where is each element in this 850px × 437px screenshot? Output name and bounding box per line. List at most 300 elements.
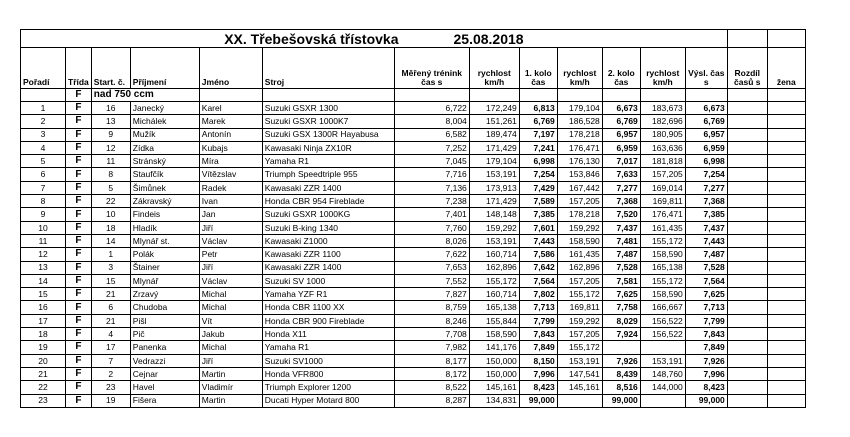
cell-r1: 179,104	[557, 102, 602, 115]
cell-rt: 153,191	[469, 234, 519, 247]
table-row	[21, 354, 806, 367]
cell-start: 4	[91, 328, 130, 341]
cell-start: 13	[91, 115, 130, 128]
cell-vysl: 7,564	[685, 274, 727, 287]
cell-trida: F	[66, 367, 92, 380]
cell-start: 18	[91, 221, 130, 234]
cell-k1: 7,843	[519, 328, 557, 341]
cell-k1: 6,813	[519, 102, 557, 115]
cell-stroj: Triumph Explorer 1200	[262, 381, 394, 394]
table-row	[21, 314, 806, 327]
table-row	[21, 155, 806, 168]
cell-k2: 6,957	[602, 128, 640, 141]
cell-k2: 7,528	[602, 261, 640, 274]
cell-rozdil	[727, 301, 767, 314]
cell-start: 16	[91, 102, 130, 115]
cell-r2: 153,191	[640, 354, 685, 367]
cell-stroj: Ducati Hyper Motard 800	[262, 394, 394, 407]
cell-k2: 7,625	[602, 288, 640, 301]
results-table	[20, 29, 806, 408]
cell-r1: 157,205	[557, 328, 602, 341]
cell-rozdil	[727, 208, 767, 221]
header-rychlost1: rychlost km/h	[557, 48, 602, 89]
cell-jmeno: Jan	[199, 208, 262, 221]
cell-jmeno: Michal	[199, 301, 262, 314]
cell-trenink: 8,522	[394, 381, 469, 394]
cell-trida: F	[66, 341, 92, 354]
cell-r1: 147,541	[557, 367, 602, 380]
header-rozdil: Rozdíl časů s	[727, 48, 767, 89]
cell-jmeno: Michal	[199, 341, 262, 354]
cell-rt: 150,000	[469, 354, 519, 367]
cell-r2: 161,435	[640, 221, 685, 234]
cell-r1: 169,811	[557, 301, 602, 314]
cell-prijmeni: Štainer	[130, 261, 199, 274]
class-row	[21, 89, 806, 102]
cell-start: 21	[91, 314, 130, 327]
cell-r1: 159,292	[557, 314, 602, 327]
cell-r2: 181,818	[640, 155, 685, 168]
empty-cell	[685, 89, 727, 102]
cell-start: 6	[91, 301, 130, 314]
cell-rozdil	[727, 381, 767, 394]
header-trida: Třída	[66, 48, 92, 89]
cell-zena	[767, 367, 805, 380]
cell-r2: 144,000	[640, 381, 685, 394]
cell-k1: 7,642	[519, 261, 557, 274]
cell-r1: 159,292	[557, 221, 602, 234]
cell-r2	[640, 341, 685, 354]
cell-rt: 165,138	[469, 301, 519, 314]
cell-trida: F	[66, 102, 92, 115]
cell-k1: 7,589	[519, 195, 557, 208]
cell-trida: F	[66, 155, 92, 168]
cell-vysl: 7,437	[685, 221, 727, 234]
empty-cell	[199, 89, 262, 102]
cell-vysl: 7,487	[685, 248, 727, 261]
cell-k1: 7,713	[519, 301, 557, 314]
cell-rozdil	[727, 128, 767, 141]
cell-prijmeni: Havel	[130, 381, 199, 394]
cell-start: 14	[91, 234, 130, 247]
cell-stroj: Kawasaki ZZR 1100	[262, 248, 394, 261]
cell-zena	[767, 328, 805, 341]
cell-start: 19	[91, 394, 130, 407]
cell-zena	[767, 248, 805, 261]
cell-rt: 172,249	[469, 102, 519, 115]
cell-jmeno: Jiří	[199, 354, 262, 367]
cell-jmeno: Míra	[199, 155, 262, 168]
cell-start: 21	[91, 288, 130, 301]
cell-rozdil	[727, 288, 767, 301]
header-row	[21, 48, 806, 89]
table-row	[21, 274, 806, 287]
cell-trida: F	[66, 261, 92, 274]
cell-k1: 7,601	[519, 221, 557, 234]
cell-k2: 7,017	[602, 155, 640, 168]
cell-trenink: 8,759	[394, 301, 469, 314]
cell-trenink: 7,982	[394, 341, 469, 354]
cell-k1: 7,443	[519, 234, 557, 247]
cell-trida: F	[66, 274, 92, 287]
cell-stroj: Honda CBR 954 Fireblade	[262, 195, 394, 208]
table-row	[21, 102, 806, 115]
cell-trenink: 8,287	[394, 394, 469, 407]
cell-k2: 7,758	[602, 301, 640, 314]
cell-jmeno: Karel	[199, 102, 262, 115]
table-row	[21, 328, 806, 341]
cell-r1: 161,435	[557, 248, 602, 261]
cell-trida: F	[66, 234, 92, 247]
cell-rozdil	[727, 221, 767, 234]
cell-start: 10	[91, 208, 130, 221]
cell-r1: 167,442	[557, 181, 602, 194]
cell-vysl: 8,423	[685, 381, 727, 394]
table-row	[21, 234, 806, 247]
table-row	[21, 141, 806, 154]
cell-zena	[767, 394, 805, 407]
cell-vysl: 7,926	[685, 354, 727, 367]
cell-k2: 7,926	[602, 354, 640, 367]
cell-stroj: Yamaha R1	[262, 341, 394, 354]
cell-trenink: 7,401	[394, 208, 469, 221]
cell-jmeno: Vítězslav	[199, 168, 262, 181]
cell-r2: 163,636	[640, 141, 685, 154]
cell-k2	[602, 341, 640, 354]
cell-rt: 145,161	[469, 381, 519, 394]
cell-zena	[767, 381, 805, 394]
cell-start: 2	[91, 367, 130, 380]
cell-zena	[767, 354, 805, 367]
cell-poradi: 20	[21, 354, 66, 367]
cell-r2: 148,760	[640, 367, 685, 380]
cell-poradi: 7	[21, 181, 66, 194]
cell-trida: F	[66, 221, 92, 234]
cell-k2: 7,924	[602, 328, 640, 341]
cell-jmeno: Václav	[199, 274, 262, 287]
cell-rozdil	[727, 195, 767, 208]
cell-k2: 7,437	[602, 221, 640, 234]
header-poradi: Pořadí	[21, 48, 66, 89]
cell-rozdil	[727, 367, 767, 380]
cell-r2: 169,811	[640, 195, 685, 208]
cell-zena	[767, 155, 805, 168]
cell-rt: 151,261	[469, 115, 519, 128]
cell-rt: 134,831	[469, 394, 519, 407]
cell-rozdil	[727, 261, 767, 274]
cell-r2: 183,673	[640, 102, 685, 115]
cell-k2: 8,439	[602, 367, 640, 380]
cell-poradi: 12	[21, 248, 66, 261]
cell-k2: 8,029	[602, 314, 640, 327]
table-row	[21, 394, 806, 407]
header-kolo2: 2. kolo čas	[602, 48, 640, 89]
cell-vysl: 7,443	[685, 234, 727, 247]
cell-poradi: 10	[21, 221, 66, 234]
cell-rozdil	[727, 115, 767, 128]
cell-trida: F	[66, 394, 92, 407]
cell-zena	[767, 301, 805, 314]
cell-r1: 178,218	[557, 208, 602, 221]
empty-cell	[557, 89, 602, 102]
cell-trenink: 8,177	[394, 354, 469, 367]
header-rychlost2: rychlost km/h	[640, 48, 685, 89]
cell-vysl: 7,385	[685, 208, 727, 221]
cell-trida: F	[66, 354, 92, 367]
table-row	[21, 301, 806, 314]
cell-poradi: 13	[21, 261, 66, 274]
cell-poradi: 21	[21, 367, 66, 380]
cell-rozdil	[727, 234, 767, 247]
cell-jmeno: Michal	[199, 288, 262, 301]
cell-r1: 153,846	[557, 168, 602, 181]
cell-stroj: Suzuki SV 1000	[262, 274, 394, 287]
cell-rozdil	[727, 274, 767, 287]
cell-jmeno: Kubajs	[199, 141, 262, 154]
cell-trenink: 6,722	[394, 102, 469, 115]
empty-cell	[727, 89, 767, 102]
cell-prijmeni: Polák	[130, 248, 199, 261]
cell-stroj: Suzuki SV1000	[262, 354, 394, 367]
cell-zena	[767, 314, 805, 327]
cell-trida: F	[66, 115, 92, 128]
cell-prijmeni: Findeis	[130, 208, 199, 221]
cell-vysl: 6,673	[685, 102, 727, 115]
cell-r2: 158,590	[640, 288, 685, 301]
header-rychlost-trenink: rychlost km/h	[469, 48, 519, 89]
cell-k1: 8,150	[519, 354, 557, 367]
cell-prijmeni: Vedrazzi	[130, 354, 199, 367]
cell-trida: F	[66, 288, 92, 301]
class-trida: F	[66, 89, 92, 102]
cell-jmeno: Martin	[199, 367, 262, 380]
cell-start: 1	[91, 248, 130, 261]
cell-prijmeni: Zídka	[130, 141, 199, 154]
cell-prijmeni: Zrzavý	[130, 288, 199, 301]
cell-jmeno: Ivan	[199, 195, 262, 208]
cell-trida: F	[66, 195, 92, 208]
cell-k1: 7,849	[519, 341, 557, 354]
cell-poradi: 6	[21, 168, 66, 181]
cell-start: 7	[91, 354, 130, 367]
cell-vysl: 7,528	[685, 261, 727, 274]
cell-poradi: 15	[21, 288, 66, 301]
cell-vysl: 7,625	[685, 288, 727, 301]
cell-rt: 171,429	[469, 141, 519, 154]
cell-zena	[767, 221, 805, 234]
cell-stroj: Suzuki B-king 1340	[262, 221, 394, 234]
empty-cell	[519, 89, 557, 102]
cell-trida: F	[66, 168, 92, 181]
cell-r2: 156,522	[640, 314, 685, 327]
cell-stroj: Triumph Speedtriple 955	[262, 168, 394, 181]
cell-poradi: 1	[21, 102, 66, 115]
table-row	[21, 128, 806, 141]
cell-jmeno: Marek	[199, 115, 262, 128]
cell-r1: 162,896	[557, 261, 602, 274]
cell-vysl: 7,799	[685, 314, 727, 327]
cell-r2: 156,522	[640, 328, 685, 341]
cell-stroj: Honda CBR 1100 XX	[262, 301, 394, 314]
cell-k2: 6,959	[602, 141, 640, 154]
title-row	[21, 30, 806, 48]
cell-zena	[767, 181, 805, 194]
cell-vysl: 99,000	[685, 394, 727, 407]
table-row	[21, 288, 806, 301]
cell-k1: 7,429	[519, 181, 557, 194]
table-row	[21, 115, 806, 128]
cell-trenink: 7,708	[394, 328, 469, 341]
cell-zena	[767, 288, 805, 301]
cell-jmeno: Vít	[199, 314, 262, 327]
table-row	[21, 181, 806, 194]
cell-vysl: 7,368	[685, 195, 727, 208]
cell-jmeno: Vladimír	[199, 381, 262, 394]
cell-jmeno: Radek	[199, 181, 262, 194]
cell-k2: 7,481	[602, 234, 640, 247]
cell-poradi: 22	[21, 381, 66, 394]
cell-zena	[767, 128, 805, 141]
cell-rt: 179,104	[469, 155, 519, 168]
cell-prijmeni: Hladík	[130, 221, 199, 234]
cell-k2: 7,520	[602, 208, 640, 221]
cell-prijmeni: Mužík	[130, 128, 199, 141]
table-row	[21, 381, 806, 394]
cell-start: 5	[91, 181, 130, 194]
empty-cell	[767, 89, 805, 102]
cell-vysl: 6,998	[685, 155, 727, 168]
cell-vysl: 7,996	[685, 367, 727, 380]
cell-zena	[767, 234, 805, 247]
cell-k2: 99,000	[602, 394, 640, 407]
empty-cell	[727, 30, 767, 48]
cell-rozdil	[727, 394, 767, 407]
cell-r1: 153,191	[557, 354, 602, 367]
table-row	[21, 367, 806, 380]
empty-cell	[21, 89, 66, 102]
cell-zena	[767, 102, 805, 115]
empty-cell	[640, 89, 685, 102]
cell-r1: 158,590	[557, 234, 602, 247]
cell-rt: 148,148	[469, 208, 519, 221]
cell-trenink: 8,172	[394, 367, 469, 380]
cell-start: 22	[91, 195, 130, 208]
cell-stroj: Suzuki GSXR 1000K7	[262, 115, 394, 128]
cell-poradi: 8	[21, 195, 66, 208]
cell-r1: 178,218	[557, 128, 602, 141]
empty-cell	[262, 89, 394, 102]
cell-poradi: 17	[21, 314, 66, 327]
cell-k2: 7,633	[602, 168, 640, 181]
cell-r2	[640, 394, 685, 407]
cell-stroj: Kawasaki ZZR 1400	[262, 181, 394, 194]
cell-prijmeni: Mlynář	[130, 274, 199, 287]
cell-r1: 145,161	[557, 381, 602, 394]
cell-poradi: 19	[21, 341, 66, 354]
cell-start: 11	[91, 155, 130, 168]
cell-prijmeni: Janecký	[130, 102, 199, 115]
cell-trenink: 6,582	[394, 128, 469, 141]
cell-r2: 158,590	[640, 248, 685, 261]
cell-r2: 169,014	[640, 181, 685, 194]
cell-rt: 150,000	[469, 367, 519, 380]
cell-rt: 171,429	[469, 195, 519, 208]
cell-rozdil	[727, 168, 767, 181]
cell-stroj: Kawasaki Z1000	[262, 234, 394, 247]
cell-stroj: Yamaha R1	[262, 155, 394, 168]
cell-trenink: 7,238	[394, 195, 469, 208]
event-date: 25.08.2018	[453, 30, 524, 47]
cell-prijmeni: Zákravský	[130, 195, 199, 208]
cell-stroj: Honda CBR 900 Fireblade	[262, 314, 394, 327]
cell-zena	[767, 115, 805, 128]
cell-r2: 176,471	[640, 208, 685, 221]
cell-start: 8	[91, 168, 130, 181]
empty-cell	[767, 30, 805, 48]
cell-rozdil	[727, 155, 767, 168]
cell-vysl: 6,957	[685, 128, 727, 141]
cell-vysl: 7,713	[685, 301, 727, 314]
cell-trenink: 7,252	[394, 141, 469, 154]
cell-trida: F	[66, 181, 92, 194]
cell-k1: 6,769	[519, 115, 557, 128]
header-jmeno: Jméno	[199, 48, 262, 89]
cell-rt: 141,176	[469, 341, 519, 354]
cell-k1: 7,241	[519, 141, 557, 154]
cell-trida: F	[66, 301, 92, 314]
cell-jmeno: Jiří	[199, 221, 262, 234]
cell-stroj: Suzuki GSXR 1300	[262, 102, 394, 115]
cell-poradi: 18	[21, 328, 66, 341]
cell-vysl: 7,843	[685, 328, 727, 341]
cell-k1: 7,385	[519, 208, 557, 221]
cell-poradi: 5	[21, 155, 66, 168]
cell-vysl: 7,849	[685, 341, 727, 354]
cell-zena	[767, 274, 805, 287]
cell-r1	[557, 394, 602, 407]
cell-rt: 155,172	[469, 274, 519, 287]
cell-trenink: 7,827	[394, 288, 469, 301]
table-row	[21, 195, 806, 208]
cell-trenink: 7,136	[394, 181, 469, 194]
title-cell	[21, 30, 728, 48]
cell-poradi: 14	[21, 274, 66, 287]
cell-k1: 7,564	[519, 274, 557, 287]
cell-trenink: 8,246	[394, 314, 469, 327]
cell-k2: 8,516	[602, 381, 640, 394]
cell-stroj: Honda VFR800	[262, 367, 394, 380]
cell-k1: 7,586	[519, 248, 557, 261]
cell-trida: F	[66, 208, 92, 221]
cell-trenink: 7,552	[394, 274, 469, 287]
cell-poradi: 4	[21, 141, 66, 154]
table-row	[21, 208, 806, 221]
cell-zena	[767, 208, 805, 221]
header-start: Start. č.	[91, 48, 130, 89]
header-trenink: Měřený trénink čas s	[394, 48, 469, 89]
cell-r1: 157,205	[557, 274, 602, 287]
cell-stroj: Honda X11	[262, 328, 394, 341]
cell-poradi: 3	[21, 128, 66, 141]
cell-r2: 180,905	[640, 128, 685, 141]
cell-rt: 160,714	[469, 288, 519, 301]
cell-jmeno: Jakub	[199, 328, 262, 341]
cell-zena	[767, 261, 805, 274]
cell-k1: 7,197	[519, 128, 557, 141]
cell-rozdil	[727, 341, 767, 354]
cell-k2: 7,581	[602, 274, 640, 287]
cell-r1: 176,130	[557, 155, 602, 168]
